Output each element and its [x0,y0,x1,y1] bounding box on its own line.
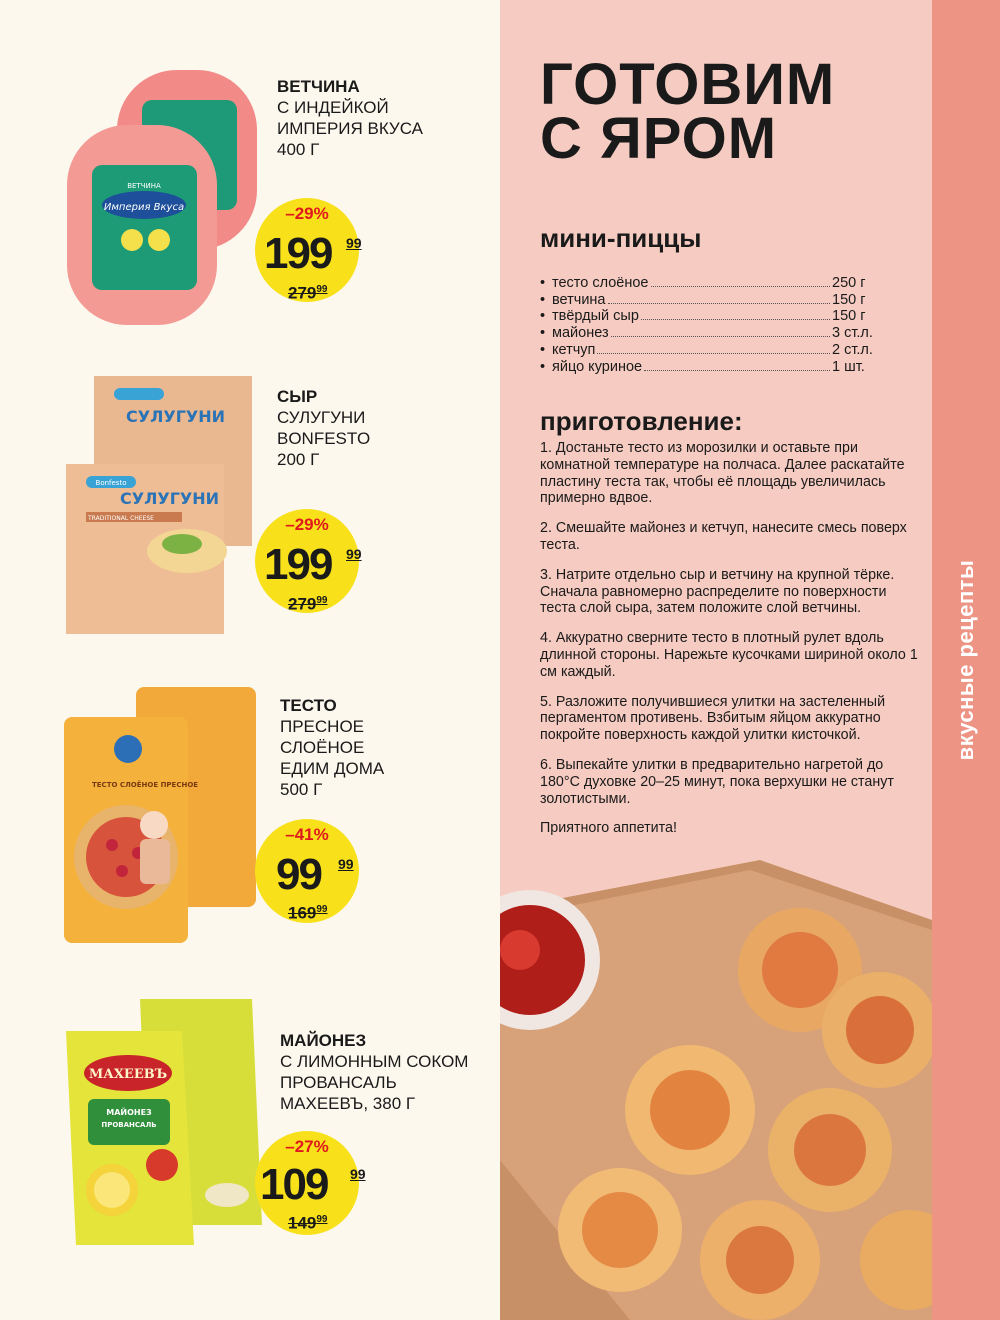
product-name-bold: ТЕСТО [280,696,337,715]
step-text: 3. Натрите отдельно сыр и ветчину на крупной тёрке. Сначала равномерно распределите по поверхности теста слой сыра, затем положите слой ветчины. [540,566,895,617]
svg-text:ВЕТЧИНА: ВЕТЧИНА [127,182,161,190]
side-label: вкусные рецепты [953,559,978,761]
list-item: • яйцо куриное 1 шт. [540,358,865,375]
product-name-line: ПРОВАНСАЛЬ [280,1073,397,1092]
svg-text:ТЕСТО СЛОЁНОЕ ПРЕСНОЕ: ТЕСТО СЛОЁНОЕ ПРЕСНОЕ [92,781,199,789]
step-text: 6. Выпекайте улитки в предварительно нагретой до 180°C духовке 20–25 минут, пока верхушки не станут золотистыми. [540,756,894,807]
old-price: $169^{99}$ [288,903,328,923]
price-kopecks: 99 [346,235,362,251]
method-title: приготовление: [540,406,743,436]
svg-text:Bonfesto: Bonfesto [95,479,127,487]
product-name-bold: СЫР [277,387,318,406]
price-kopecks: 99 [346,546,362,562]
ingredients-list [540,274,878,375]
product-card-ham[interactable] [0,60,500,340]
svg-text:СУЛУГУНИ: СУЛУГУНИ [126,407,226,426]
product-name-bold: ВЕТЧИНА [277,77,360,96]
product-name-bold: МАЙОНЕЗ [280,1031,367,1050]
discount-label: –27% [285,1137,329,1156]
product-name-line: 200 Г [277,450,320,469]
product-card-mayonnaise[interactable] [0,995,500,1265]
old-price: $149^{99}$ [288,1213,328,1233]
list-item: • тесто слоёное 250 г [540,274,866,291]
list-item: • твёрдый сыр 150 г [540,308,866,325]
svg-text:МАХЕЕВЪ: МАХЕЕВЪ [88,1067,168,1082]
step-text: 4. Аккуратно сверните тесто в плотный рулет вдоль длинной стороны. Нарежьте кусочками шириной около 1 см каждый. [540,630,918,680]
product-name-line: ЕДИМ ДОМА [280,759,385,778]
step-text: 5. Разложите получившиеся улитки на застеленный пергаментом противень. Взбитым яйцом аккуратно покройте поверхность каждой улитки кисточкой. [540,693,886,744]
product-name-line: С ЛИМОННЫМ СОКОМ [280,1052,469,1071]
old-price: $279^{99}$ [288,594,328,614]
list-item: • ветчина 150 г [540,291,866,308]
price-rubles: 199 [264,229,332,278]
discount-label: –29% [285,515,329,534]
svg-text:МАЙОНЕЗ: МАЙОНЕЗ [106,1108,152,1117]
step-text: Приятного аппетита! [540,820,677,837]
dish-title: мини-пиццы [540,223,702,253]
list-item: • майонез 3 ст.л. [540,325,873,342]
old-price: $279^{99}$ [288,283,328,303]
price-rubles: 199 [264,540,332,589]
product-card-cheese[interactable] [0,372,500,642]
product-name-line: 500 Г [280,780,323,799]
product-name-line: СУЛУГУНИ [277,408,366,427]
product-name-line: ПРЕСНОЕ [280,717,365,736]
method-steps [540,440,920,850]
step-text: 1. Достаньте тесто из морозилки и оставьте при комнатной температуре на полчаса. Далее раскатайте пластину теста так, чтобы её площадь увеличилась примерно вдвое. [540,440,905,507]
svg-text:TRADITIONAL CHEESE: TRADITIONAL CHEESE [88,515,154,522]
mayonnaise-image [62,995,272,1255]
food-photo [500,860,932,1320]
list-item: • кетчуп 2 ст.л. [540,341,873,358]
product-name-line: С ИНДЕЙКОЙ [277,98,389,117]
recipe-title: ГОТОВИМ С ЯРОМ [540,52,836,171]
product-name-line: СЛОЁНОЕ [280,738,365,757]
ham-image [62,70,262,330]
svg-text:Империя Вкуса: Империя Вкуса [103,202,185,213]
price-kopecks: 99 [350,1166,366,1182]
svg-text:ПРОВАНСАЛЬ: ПРОВАНСАЛЬ [101,1121,157,1129]
discount-label: –29% [285,204,329,223]
price-kopecks: 99 [338,856,354,872]
product-name-line: 400 Г [277,140,320,159]
cheese-image [62,376,262,636]
price-rubles: 109 [260,1160,328,1209]
svg-text:СУЛУГУНИ: СУЛУГУНИ [120,489,220,508]
price-rubles: 99 [276,850,321,899]
product-name-line: BONFESTO [277,429,371,448]
discount-label: –41% [285,825,329,844]
product-name-line: ИМПЕРИЯ ВКУСА [277,119,423,138]
dough-image [62,685,262,945]
product-card-dough[interactable] [0,683,500,953]
step-text: 2. Смешайте майонез и кетчуп, нанесите смесь поверх теста. [540,520,907,553]
product-name-line: МАХЕЕВЪ, 380 Г [280,1094,416,1113]
